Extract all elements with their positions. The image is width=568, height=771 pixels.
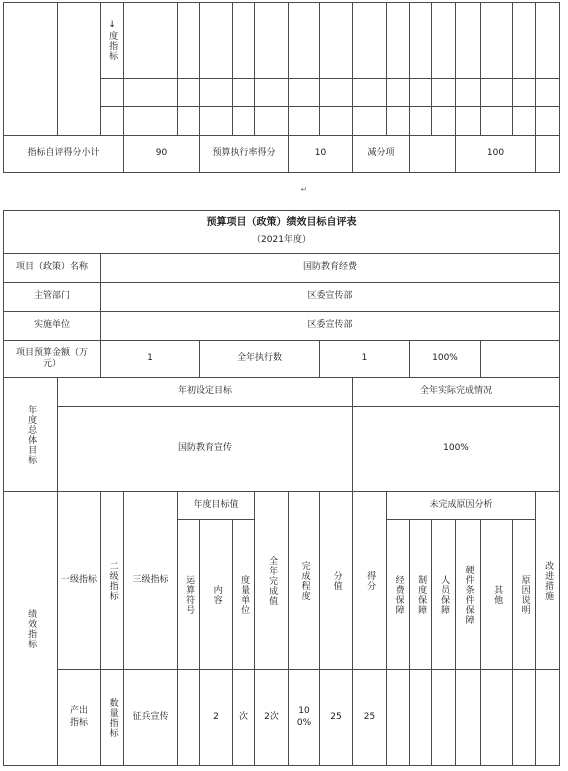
execution-percent: 100% xyxy=(432,353,458,364)
performance-side-label: 绩效指标 xyxy=(26,608,37,649)
header-done: 全年完成值 xyxy=(267,555,278,606)
subtotal-label: 指标自评得分小计 xyxy=(27,148,100,159)
budget-amount-value: 1 xyxy=(147,353,153,364)
header-degree: 完成程度 xyxy=(299,560,310,601)
row-done: 2次 xyxy=(264,711,279,722)
row-level3: 征兵宣传 xyxy=(132,711,169,722)
header-other: 其他 xyxy=(492,584,503,605)
header-fund: 经费保障 xyxy=(393,574,404,615)
total-value: 100 xyxy=(486,148,505,159)
implementing-unit-value: 区委宣传部 xyxy=(307,320,353,331)
degree-indicator-cell: ↓度指标 xyxy=(107,19,118,61)
annual-execution-value: 1 xyxy=(361,353,368,364)
goal-actual-label: 全年实际完成情况 xyxy=(419,386,492,397)
header-target: 年度目标值 xyxy=(193,499,239,510)
goal-plan-value: 国防教育宣传 xyxy=(177,443,232,454)
header-got: 得分 xyxy=(365,570,376,591)
header-staff: 人员保障 xyxy=(439,574,450,615)
department-value: 区委宣传部 xyxy=(307,291,353,302)
row-unit: 次 xyxy=(238,711,248,722)
form-title: 预算项目（政策）绩效目标自评表 xyxy=(206,216,357,228)
deduct-value xyxy=(410,136,455,172)
deduct-label: 减分项 xyxy=(367,148,395,159)
implementing-unit-label: 实施单位 xyxy=(33,320,70,331)
annual-execution-label: 全年执行数 xyxy=(236,353,282,364)
row-score: 25 xyxy=(330,711,342,722)
header-reason: 未完成原因分析 xyxy=(429,499,493,510)
project-name-value: 国防教育经费 xyxy=(302,262,357,273)
goal-actual-value: 100% xyxy=(443,443,469,454)
row-degree: 100% xyxy=(296,706,312,728)
subtotal-value: 90 xyxy=(155,148,168,159)
paragraph-mark-icon: ↵ xyxy=(300,185,308,194)
header-level1: 一级指标 xyxy=(60,574,97,585)
row-level2: 数量指标 xyxy=(107,697,118,738)
annual-goal-side-label: 年度总体目标 xyxy=(26,404,37,465)
header-improve: 改进措施 xyxy=(543,560,554,601)
row-content: 2 xyxy=(213,711,219,722)
row-level1: 产出指标 xyxy=(69,706,88,728)
header-level3: 三级指标 xyxy=(132,574,169,585)
exec-rate-label: 预算执行率得分 xyxy=(212,148,276,159)
header-level2: 二级指标 xyxy=(107,560,118,601)
header-system: 制度保障 xyxy=(416,574,427,615)
header-score: 分值 xyxy=(331,570,342,591)
exec-rate-value: 10 xyxy=(314,148,327,159)
row-got: 25 xyxy=(363,711,376,722)
header-explain: 原因说明 xyxy=(519,574,530,615)
header-unit: 度量单位 xyxy=(239,574,250,615)
goal-plan-label: 年初设定目标 xyxy=(177,386,232,397)
project-name-label: 项目（政策）名称 xyxy=(15,262,88,273)
department-label: 主管部门 xyxy=(33,291,70,302)
header-content: 内容 xyxy=(211,584,222,605)
budget-amount-label: 项目预算金额（万元） xyxy=(15,347,88,369)
form-year: （2021年度） xyxy=(252,235,311,246)
header-operator: 运算符号 xyxy=(184,574,195,615)
header-hardware: 硬件条件保障 xyxy=(463,564,474,625)
